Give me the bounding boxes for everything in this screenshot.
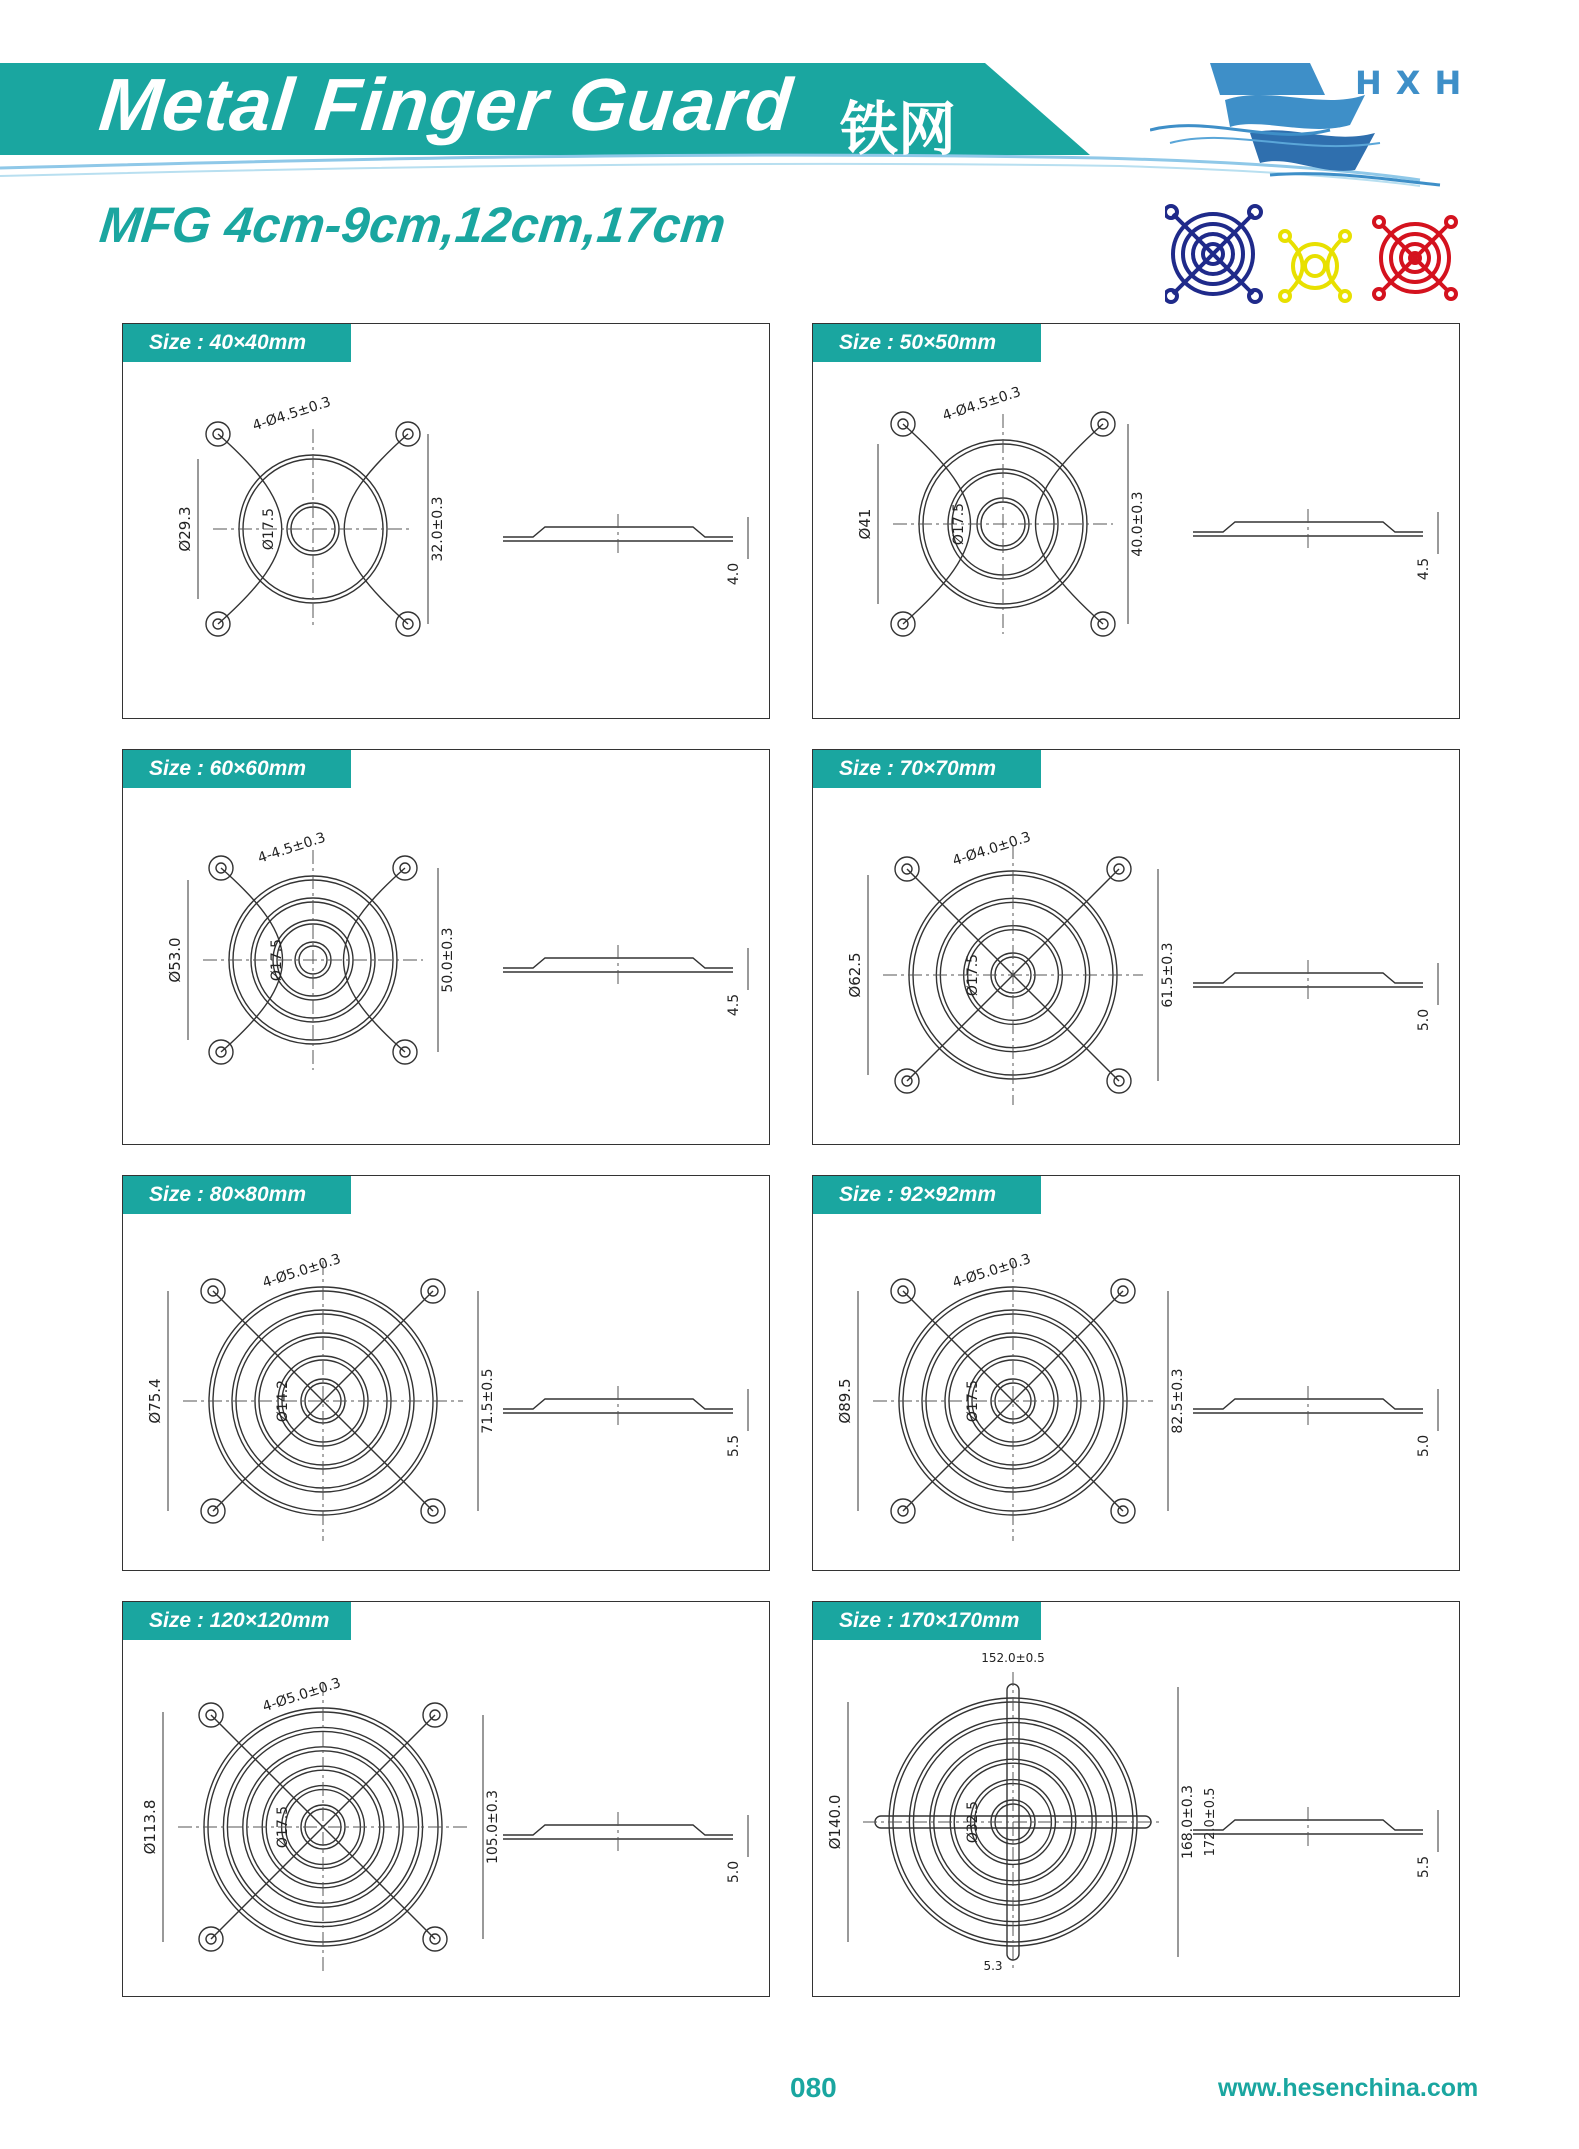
sample-guards xyxy=(1165,200,1465,310)
dim-hole-size: 4-Ø4.5±0.3 xyxy=(940,384,1023,425)
dim-hole-size: 4-Ø4.5±0.3 xyxy=(250,394,333,435)
dim-inner-diameter: Ø17.5 xyxy=(269,938,285,982)
dim-hole-size: 4-Ø5.0±0.3 xyxy=(260,1251,343,1292)
dim-hole-pitch: 40.0±0.3 xyxy=(1130,491,1146,557)
technical-drawing xyxy=(813,324,1461,720)
dim-outer-diameter: Ø75.4 xyxy=(146,1378,164,1424)
technical-drawing xyxy=(813,1176,1461,1572)
dim-outer-diameter: Ø53.0 xyxy=(166,937,184,983)
drawing-panel-50mm xyxy=(812,323,1460,719)
page-title: Metal Finger Guard xyxy=(95,63,797,146)
dim-inner-diameter: Ø32.5 xyxy=(965,1800,981,1844)
dim-outer-diameter: Ø62.5 xyxy=(846,952,864,998)
dim-outer-diameter: Ø89.5 xyxy=(836,1378,854,1424)
dim-height: 4.5 xyxy=(1416,557,1432,581)
dim-hole-pitch: 168.0±0.3 xyxy=(1180,1784,1196,1860)
dim-outer-diameter: Ø29.3 xyxy=(176,506,194,552)
dim-height: 5.5 xyxy=(726,1434,742,1458)
dim-inner-diameter: Ø17.5 xyxy=(951,502,967,546)
size-label: Size : 92×92mm xyxy=(813,1176,1041,1214)
brand-name: HXH xyxy=(1355,64,1476,102)
dim-outer-diameter: Ø41 xyxy=(856,508,874,540)
red-guard-icon xyxy=(1374,217,1456,299)
dim-height: 5.0 xyxy=(726,1860,742,1884)
dim-top-width: 152.0±0.5 xyxy=(981,1651,1045,1665)
dim-height: 5.0 xyxy=(1416,1008,1432,1032)
size-label: Size : 50×50mm xyxy=(813,324,1041,362)
size-label: Size : 40×40mm xyxy=(123,324,351,362)
navy-guard-icon xyxy=(1165,206,1261,302)
dim-overall-pitch: 172.0±0.5 xyxy=(1203,1787,1218,1857)
drawing-panel-60mm xyxy=(122,749,770,1145)
dim-hole-size: 4-4.5±0.3 xyxy=(255,829,328,867)
drawing-panel-80mm xyxy=(122,1175,770,1571)
technical-drawing xyxy=(123,324,771,720)
page-title-cn: 铁网 xyxy=(840,95,957,163)
dim-height: 5.5 xyxy=(1416,1855,1432,1879)
dim-hole-pitch: 82.5±0.3 xyxy=(1170,1368,1186,1434)
size-label: Size : 60×60mm xyxy=(123,750,351,788)
dim-hole-pitch: 50.0±0.3 xyxy=(440,927,456,993)
technical-drawing xyxy=(813,750,1461,1146)
dim-hole-pitch: 61.5±0.3 xyxy=(1160,942,1176,1008)
page-number: 080 xyxy=(790,2072,837,2103)
dim-height: 4.0 xyxy=(726,562,742,586)
dim-inner-diameter: Ø17.5 xyxy=(275,1805,291,1849)
technical-drawing xyxy=(123,1176,771,1572)
dim-hole-size: 4-Ø4.0±0.3 xyxy=(950,829,1033,870)
dim-hole-pitch: 32.0±0.3 xyxy=(430,496,446,562)
dim-hole-size: 4-Ø5.0±0.3 xyxy=(260,1675,343,1716)
size-label: Size : 120×120mm xyxy=(123,1602,351,1640)
yellow-guard-icon xyxy=(1280,231,1350,301)
drawing-panel-92mm xyxy=(812,1175,1460,1571)
size-label: Size : 70×70mm xyxy=(813,750,1041,788)
dim-outer-diameter: Ø140.0 xyxy=(826,1794,844,1850)
dim-hole-pitch: 105.0±0.3 xyxy=(485,1789,501,1865)
dim-inner-diameter: Ø14.2 xyxy=(275,1379,291,1423)
dim-outer-diameter: Ø113.8 xyxy=(141,1799,159,1855)
dim-inner-diameter: Ø17.5 xyxy=(965,1379,981,1423)
dim-hole-pitch: 71.5±0.5 xyxy=(480,1368,496,1434)
dim-height: 5.0 xyxy=(1416,1434,1432,1458)
drawing-panel-70mm xyxy=(812,749,1460,1145)
drawing-panel-40mm xyxy=(122,323,770,719)
page-subtitle: MFG 4cm-9cm,12cm,17cm xyxy=(97,197,729,253)
dim-inner-diameter: Ø17.5 xyxy=(965,953,981,997)
drawing-panel-170mm xyxy=(812,1601,1460,1997)
technical-drawing xyxy=(123,1602,771,1998)
technical-drawing xyxy=(813,1602,1461,1998)
dim-bar-width: 5.3 xyxy=(983,1959,1003,1973)
drawing-panel-120mm xyxy=(122,1601,770,1997)
technical-drawing xyxy=(123,750,771,1146)
size-label: Size : 170×170mm xyxy=(813,1602,1041,1640)
dim-inner-diameter: Ø17.5 xyxy=(261,507,277,551)
dim-height: 4.5 xyxy=(726,993,742,1017)
dim-hole-size: 4-Ø5.0±0.3 xyxy=(950,1251,1033,1292)
size-label: Size : 80×80mm xyxy=(123,1176,351,1214)
website-link[interactable]: www.hesenchina.com xyxy=(1218,2074,1479,2102)
